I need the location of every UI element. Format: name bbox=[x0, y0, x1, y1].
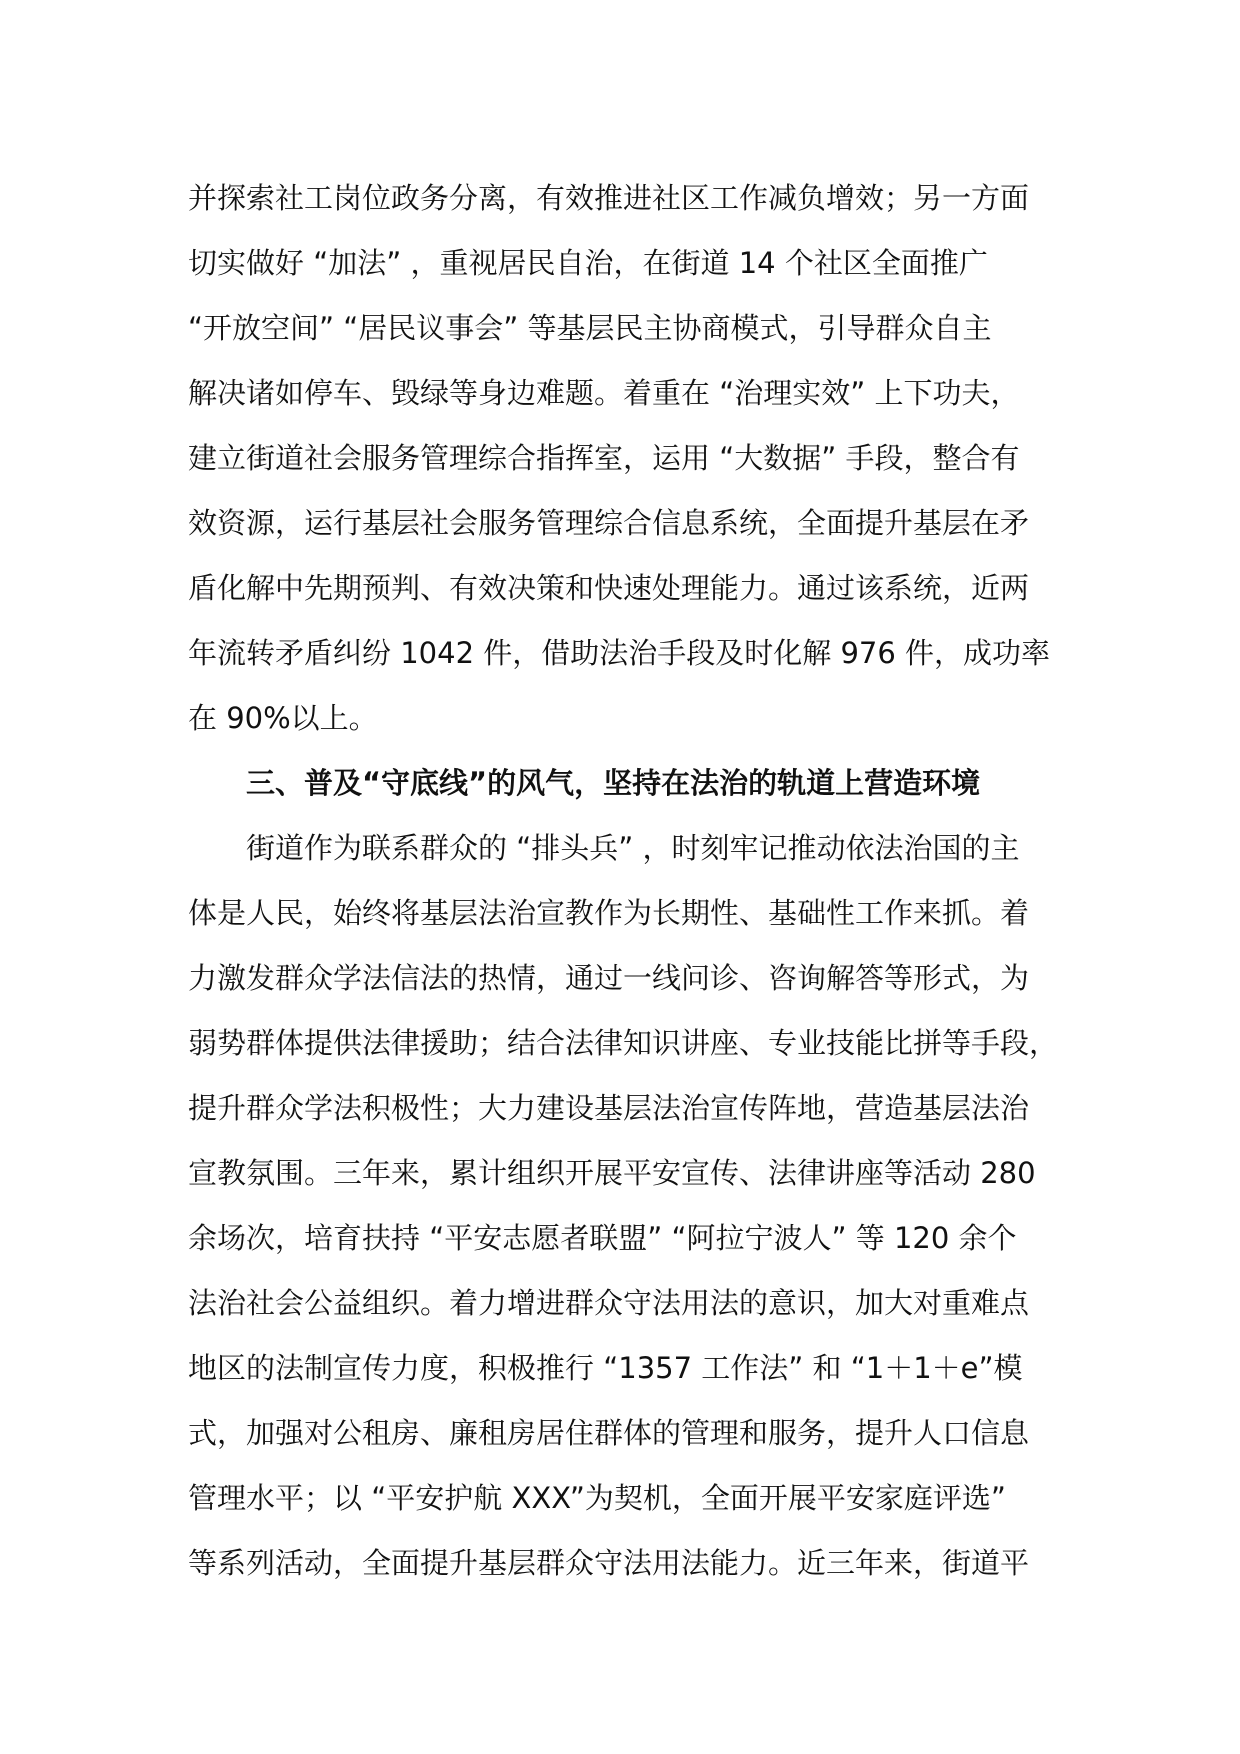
paragraph-line: 等系列活动，全面提升基层群众守法用法能力。近三年来，街道平 bbox=[188, 1546, 1030, 1580]
paragraph-line: 法治社会公益组织。着力增进群众守法用法的意识，加大对重难点 bbox=[188, 1286, 1030, 1320]
paragraph-line: “开放空间” “居民议事会” 等基层民主协商模式，引导群众自主 bbox=[188, 311, 992, 345]
paragraph-line: 街道作为联系群众的 “排头兵” ，时刻牢记推动依法治国的主 bbox=[246, 831, 1020, 865]
paragraph-line: 式，加强对公租房、廉租房居住群体的管理和服务，提升人口信息 bbox=[188, 1416, 1030, 1450]
paragraph-line: 宣教氛围。三年来，累计组织开展平安宣传、法律讲座等活动 280 bbox=[188, 1156, 1036, 1190]
document-body bbox=[188, 166, 1088, 1596]
paragraph-line: 效资源，运行基层社会服务管理综合信息系统，全面提升基层在矛 bbox=[188, 506, 1030, 540]
paragraph-line: 管理水平；以 “平安护航 XXX”为契机，全面开展平安家庭评选” bbox=[188, 1481, 1006, 1515]
paragraph-line: 力激发群众学法信法的热情，通过一线问诊、咨询解答等形式，为 bbox=[188, 961, 1030, 995]
section-heading: 三、普及“守底线”的风气，坚持在法治的轨道上营造环境 bbox=[246, 766, 981, 800]
paragraph-line: 切实做好 “加法” ，重视居民自治，在街道 14 个社区全面推广 bbox=[188, 246, 988, 280]
paragraph-line: 并探索社工岗位政务分离，有效推进社区工作减负增效；另一方面 bbox=[188, 181, 1030, 215]
paragraph-line: 地区的法制宣传力度，积极推行 “1357 工作法” 和 “1＋1＋e”模 bbox=[188, 1351, 1023, 1385]
paragraph-line: 余场次，培育扶持 “平安志愿者联盟” “阿拉宁波人” 等 120 余个 bbox=[188, 1221, 1017, 1255]
paragraph-line: 盾化解中先期预判、有效决策和快速处理能力。通过该系统，近两 bbox=[188, 571, 1030, 605]
paragraph-line: 解决诸如停车、毁绿等身边难题。着重在 “治理实效” 上下功夫， bbox=[188, 376, 1020, 410]
paragraph-line: 提升群众学法积极性；大力建设基层法治宣传阵地，营造基层法治 bbox=[188, 1091, 1030, 1125]
paragraph-line: 弱势群体提供法律援助；结合法律知识讲座、专业技能比拼等手段， bbox=[188, 1026, 1059, 1060]
paragraph-line: 建立街道社会服务管理综合指挥室，运用 “大数据” 手段，整合有 bbox=[188, 441, 1020, 475]
paragraph-line: 年流转矛盾纠纷 1042 件，借助法治手段及时化解 976 件，成功率 bbox=[188, 636, 1051, 670]
paragraph-line: 体是人民，始终将基层法治宣教作为长期性、基础性工作来抓。着 bbox=[188, 896, 1030, 930]
paragraph-line: 在 90%以上。 bbox=[188, 701, 378, 735]
